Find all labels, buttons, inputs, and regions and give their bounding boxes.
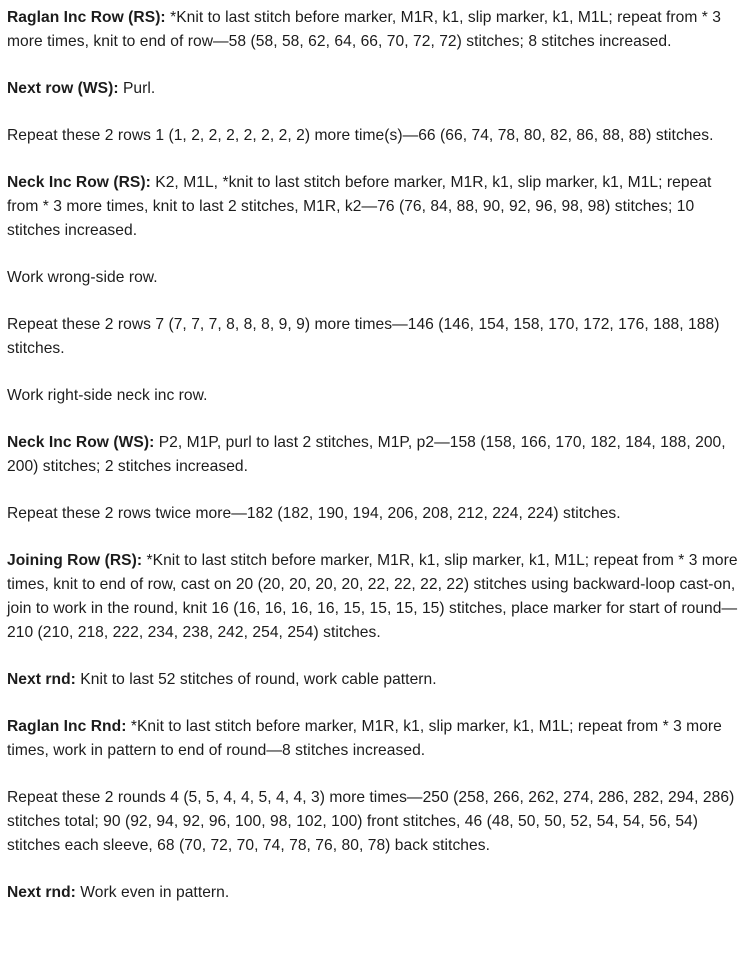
paragraph-text: K2, M1L, *knit to last stitch before marker, M1R, k1, slip marker, k1, M1L; repeat from * 3 more times, knit to last 2 stitches, M1R, k2—76 (76, 84, 88, 90, 92, 96, 98, 98) stitches; 10 stitches increased.	[7, 174, 712, 239]
paragraph-text: Work even in pattern.	[75, 884, 230, 901]
paragraph-text: P2, M1P, purl to last 2 stitches, M1P, p2—158 (158, 166, 170, 182, 184, 188, 200, 200) stitches; 2 stitches increased.	[7, 434, 726, 475]
paragraph-text: Repeat these 2 rounds 4 (5, 5, 4, 4, 5, 4, 4, 3) more times—250 (258, 266, 262, 274, 286, 282, 294, 286) stitches total; 90 (92, 94, 92, 96, 100, 98, 102, 100) front stitches, 46 (48, 50, 50, 52, 54, 54, 56, 54) stitches each sleeve, 68 (70, 72, 70, 74, 78, 76, 80, 78) back stitches.	[7, 789, 735, 854]
paragraph-joining-row	[7, 549, 745, 645]
paragraph-text: Work wrong-side row.	[7, 269, 158, 286]
paragraph-neck-inc-row-ws	[7, 431, 745, 479]
paragraph-text: Repeat these 2 rows 7 (7, 7, 7, 8, 8, 8, 9, 9) more times—146 (146, 154, 158, 170, 172, 176, 188, 188) stitches.	[7, 316, 720, 357]
paragraph-label: Next rnd:	[7, 884, 76, 901]
paragraph-text: Repeat these 2 rows twice more—182 (182, 190, 194, 206, 208, 212, 224, 224) stitches.	[7, 505, 621, 522]
paragraph-raglan-inc-rnd	[7, 715, 745, 763]
paragraph-label: Raglan Inc Row (RS):	[7, 9, 166, 26]
paragraph-text: Repeat these 2 rows 1 (1, 2, 2, 2, 2, 2, 2, 2) more time(s)—66 (66, 74, 78, 80, 82, 86, 88, 88) stitches.	[7, 127, 714, 144]
paragraph-next-rnd-cable	[7, 668, 745, 692]
paragraph-text: *Knit to last stitch before marker, M1R, k1, slip marker, k1, M1L; repeat from * 3 more times, knit to end of row—58 (58, 58, 62, 64, 66, 70, 72, 72) stitches; 8 stitches increased.	[7, 9, 722, 50]
paragraph-text: Knit to last 52 stitches of round, work cable pattern.	[75, 671, 437, 688]
paragraph-label: Raglan Inc Rnd:	[7, 718, 127, 735]
paragraph-label: Next row (WS):	[7, 80, 119, 97]
paragraph-repeat-rows-2	[7, 313, 745, 361]
paragraph-label: Neck Inc Row (RS):	[7, 174, 151, 191]
paragraph-text: *Knit to last stitch before marker, M1R, k1, slip marker, k1, M1L; repeat from * 3 more times, work in pattern to end of round—8 stitches increased.	[7, 718, 722, 759]
paragraph-label: Joining Row (RS):	[7, 552, 143, 569]
paragraph-text: Purl.	[118, 80, 156, 97]
paragraph-next-rnd-even	[7, 881, 745, 905]
paragraph-text: *Knit to last stitch before marker, M1R, k1, slip marker, k1, M1L; repeat from * 3 more times, knit to end of row, cast on 20 (20, 20, 20, 20, 22, 22, 22, 22) stitches using backward-loop cast-on, join to work in the round, knit 16 (16, 16, 16, 16, 15, 15, 15, 15) stitches, place marker for start of round—210 (210, 218, 222, 234, 238, 242, 254, 254) stitches.	[7, 552, 738, 641]
paragraph-work-right-side	[7, 384, 745, 408]
paragraph-neck-inc-row-rs	[7, 171, 745, 243]
paragraph-label: Next rnd:	[7, 671, 76, 688]
paragraph-label: Neck Inc Row (WS):	[7, 434, 155, 451]
paragraph-text: Work right-side neck inc row.	[7, 387, 208, 404]
paragraph-repeat-twice	[7, 502, 745, 526]
paragraph-raglan-inc-row	[7, 6, 745, 54]
paragraph-next-row	[7, 77, 745, 101]
paragraph-repeat-rows-1	[7, 124, 745, 148]
pattern-instructions	[7, 6, 745, 928]
paragraph-work-wrong-side	[7, 266, 745, 290]
paragraph-repeat-rounds	[7, 786, 745, 858]
